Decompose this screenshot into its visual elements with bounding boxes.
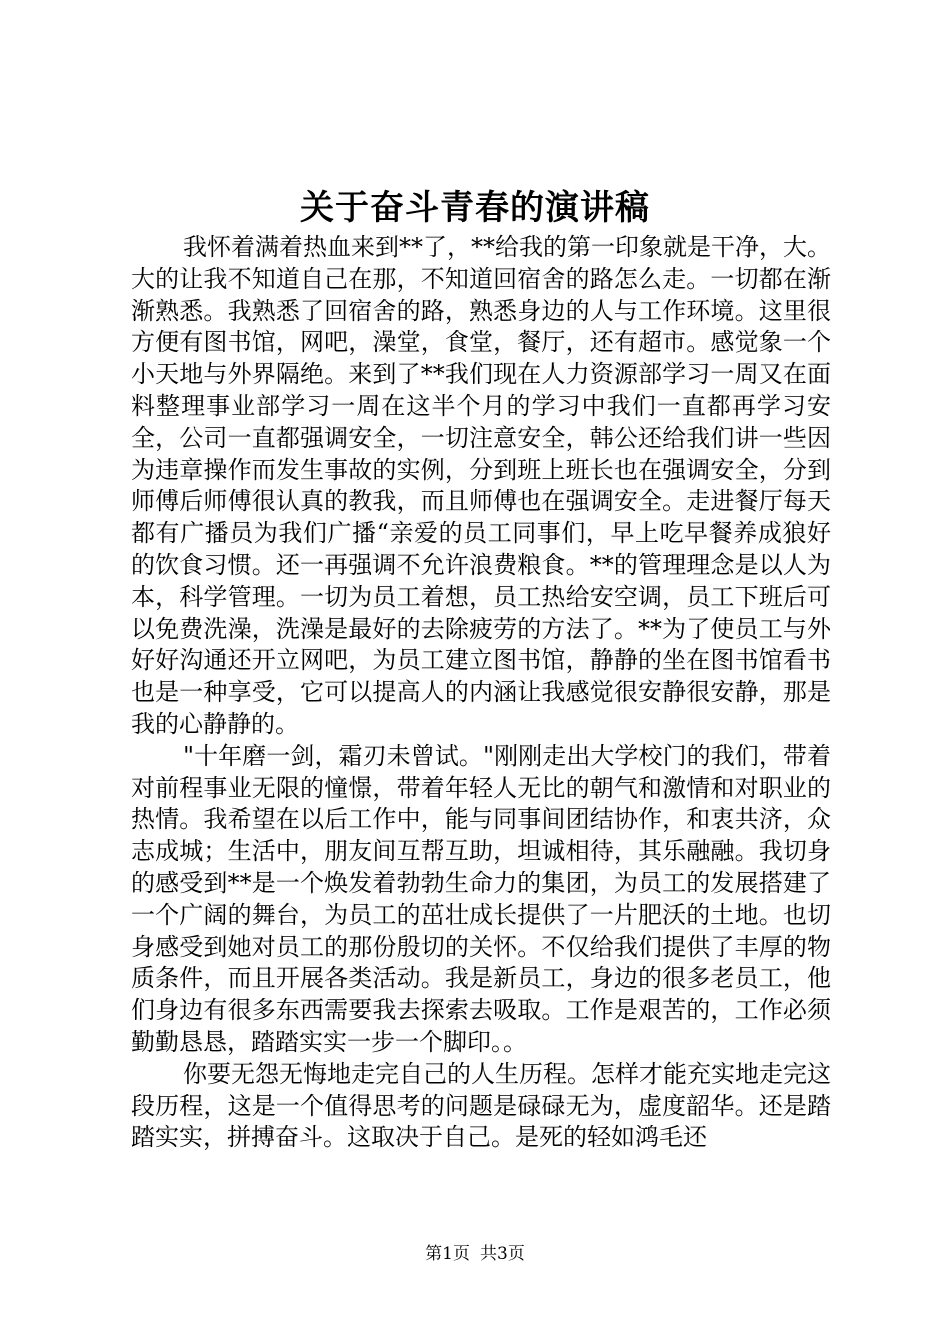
document-body [131, 232, 831, 1154]
page-number: 第1页 [425, 1244, 470, 1264]
paragraph-3: 你要无怨无悔地走完自己的人生历程。怎样才能充实地走完这段历程，这是一个值得思考的问题是碌碌无为，虚度韶华。还是踏踏实实，拼搏奋斗。这取决于自己。是死的轻如鸿毛还 [131, 1059, 831, 1152]
paragraph-2: "十年磨一剑，霜刃未曾试。"刚刚走出大学校门的我们，带着对前程事业无限的憧憬，带着年轻人无比的朝气和激情和对职业的热情。我希望在以后工作中，能与同事间团结协作，和衷共济，众志成城；生活中，朋友间互帮互助，坦诚相待，其乐融融。我切身的感受到**是一个焕发着勃勃生命力的集团，为员工的发展搭建了一个广阔的舞台，为员工的茁壮成长提供了一片肥沃的土地。也切身感受到她对员工的那份殷切的关怀。不仅给我们提供了丰厚的物质条件，而且开展各类活动。我是新员工，身边的很多老员工，他们身边有很多东西需要我去探索去吸取。工作是艰苦的，工作必须勤勤恳恳，踏踏实实一步一个脚印。。 [131, 741, 831, 1056]
page-total: 共3页 [480, 1244, 525, 1264]
page-footer [0, 1242, 950, 1266]
paragraph-1: 我怀着满着热血来到**了，**给我的第一印象就是干净，大。大的让我不知道自己在那，不知道回宿舍的路怎么走。一切都在渐渐熟悉。我熟悉了回宿舍的路，熟悉身边的人与工作环境。这里很方便有图书馆，网吧，澡堂，食堂，餐厅，还有超市。感觉象一个小天地与外界隔绝。来到了**我们现在人力资源部学习一周又在面料整理事业部学习一周在这半个月的学习中我们一直都再学习安全，公司一直都强调安全，一切注意安全，韩公还给我们讲一些因为违章操作而发生事故的实例，分到班上班长也在强调安全，分到师傅后师傅很认真的教我，而且师傅也在强调安全。走进餐厅每天都有广播员为我们广播“亲爱的员工同事们，早上吃早餐养成狼好的饮食习惯。还一再强调不允许浪费粮食。**的管理理念是以人为本，科学管理。一切为员工着想，员工热给安空调，员工下班后可以免费洗澡，洗澡是最好的去除疲劳的方法了。**为了使员工与外好好沟通还开立网吧，为员工建立图书馆，静静的坐在图书馆看书也是一种享受，它可以提高人的内涵让我感觉很安静很安静，那是我的心静静的。 [131, 233, 831, 738]
document-title: 关于奋斗青春的演讲稿 [300, 188, 650, 228]
